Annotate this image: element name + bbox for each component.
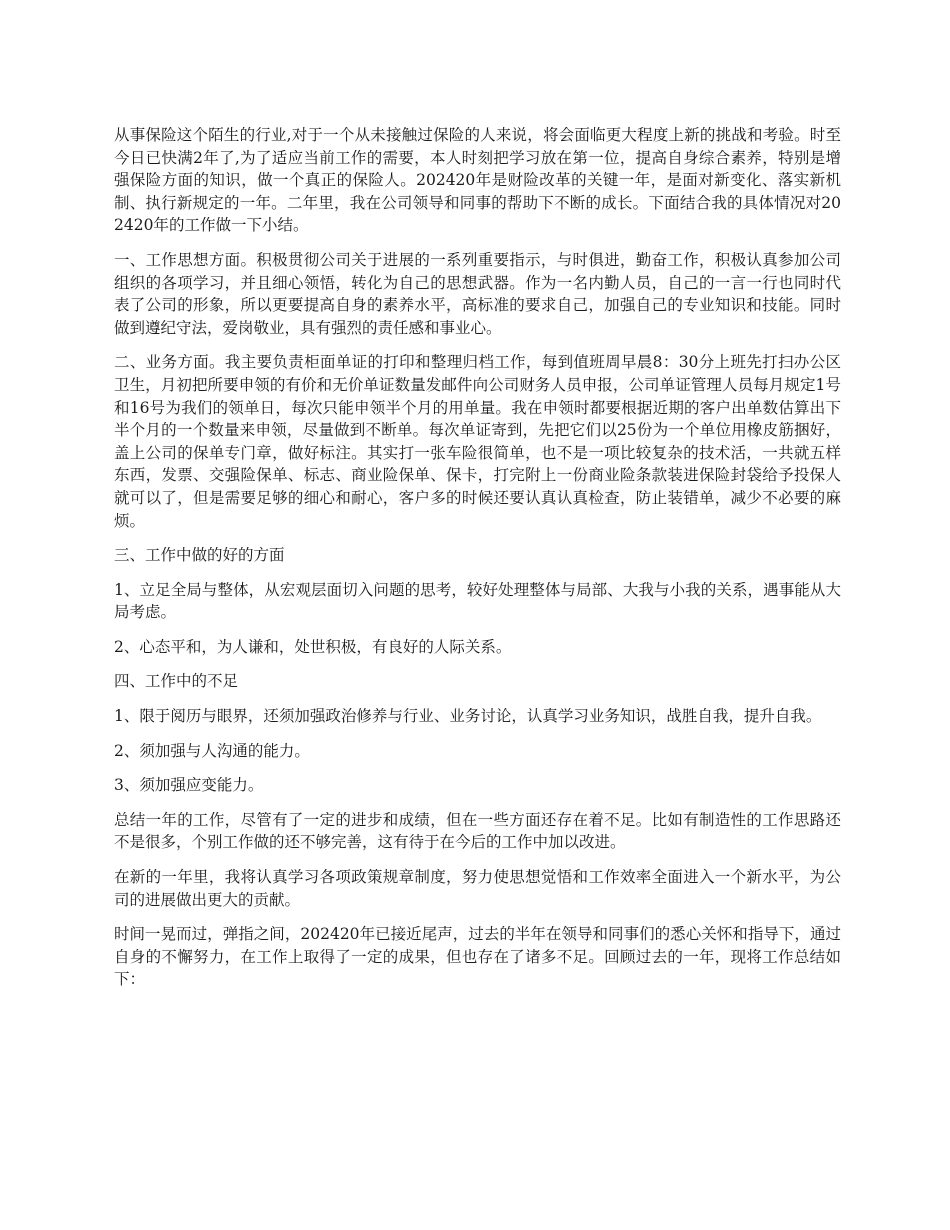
list-item-weakness-2: 2、须加强与人沟通的能力。 — [114, 741, 310, 760]
list-item-weakness-1: 1、限于阅历与眼界，还须加强政治修养与行业、业务讨论，认真学习业务知识，战胜自我，提升自我。 — [114, 707, 822, 726]
list-item-strength-2: 2、心态平和，为人谦和，处世积极，有良好的人际关系。 — [114, 637, 512, 656]
heading-weaknesses: 四、工作中的不足 — [114, 672, 239, 691]
paragraph-work-thinking: 一、工作思想方面。积极贯彻公司关于进展的一系列重要指示，与时俱进，勤奋工作，积极认真参加公司组织的各项学习，并且细心领悟，转化为自己的思想武器。作为一名内勤人员，自己的一言一行也同时代表了公司的形象，所以更要提高自身的素养水平，高标准的要求自己，加强自己的专业知识和技能。同时做到遵纪守法，爱岗敬业，具有强烈的责任感和事业心。 — [114, 250, 841, 337]
heading-strengths: 三、工作中做的好的方面 — [114, 546, 285, 565]
list-item-weakness-3: 3、须加强应变能力。 — [114, 776, 264, 795]
paragraph-summary: 总结一年的工作，尽管有了一定的进步和成绩，但在一些方面还存在着不足。比如有制造性的工作思路还不是很多，个别工作做的还不够完善，这有待于在今后的工作中加以改进。 — [114, 810, 841, 852]
paragraph-review: 时间一晃而过，弹指之间，202420年已接近尾声，过去的半年在领导和同事们的悉心关怀和指导下，通过自身的不懈努力，在工作上取得了一定的成果，但也存在了诸多不足。回顾过去的一年，现将工作总结如下： — [114, 925, 841, 989]
paragraph-new-year: 在新的一年里，我将认真学习各项政策规章制度，努力使思想觉悟和工作效率全面进入一个新水平，为公司的进展做出更大的贡献。 — [114, 868, 841, 909]
list-item-strength-1: 1、立足全局与整体，从宏观层面切入问题的思考，较好处理整体与局部、大我与小我的关系，遇事能从大局考虑。 — [114, 580, 841, 622]
paragraph-business: 二、业务方面。我主要负责柜面单证的打印和整理归档工作，每到值班周早晨8：30分上班先打扫办公区卫生，月初把所要申领的有价和无价单证数量发邮件向公司财务人员申报，公司单证管理人员每月规定1号和16号为我们的领单日，每次只能申领半个月的用单量。我在申领时都要根据近期的客户出单数估算出下半个月的一个数量来申领，尽量做到不断单。每次单证寄到，先把它们以25份为一个单位用橡皮筋捆好，盖上公司的保单专门章，做好标注。其实打一张车险很简单，也不是一项比较复杂的技术活，一共就五样东西，发票、交强险保单、标志、商业险保单、保卡，打完附上一份商业险条款装进保险封袋给予投保人就可以了，但是需要足够的细心和耐心，客户多的时候还要认真认真检查，防止装错单，减少不必要的麻烦。 — [114, 353, 841, 530]
paragraph-intro: 从事保险这个陌生的行业,对于一个从未接触过保险的人来说，将会面临更大程度上新的挑战和考验。时至今日已快满2年了,为了适应当前工作的需要，本人时刻把学习放在第一位，提高自身综合素养，特别是增强保险方面的知识，做一个真正的保险人。202420年是财险改革的关键一年，是面对新变化、落实新机制、执行新规定的一年。二年里，我在公司领导和同事的帮助下不断的成长。下面结合我的具体情况对202420年的工作做一下小结。 — [114, 126, 841, 235]
document-body — [114, 124, 841, 1003]
